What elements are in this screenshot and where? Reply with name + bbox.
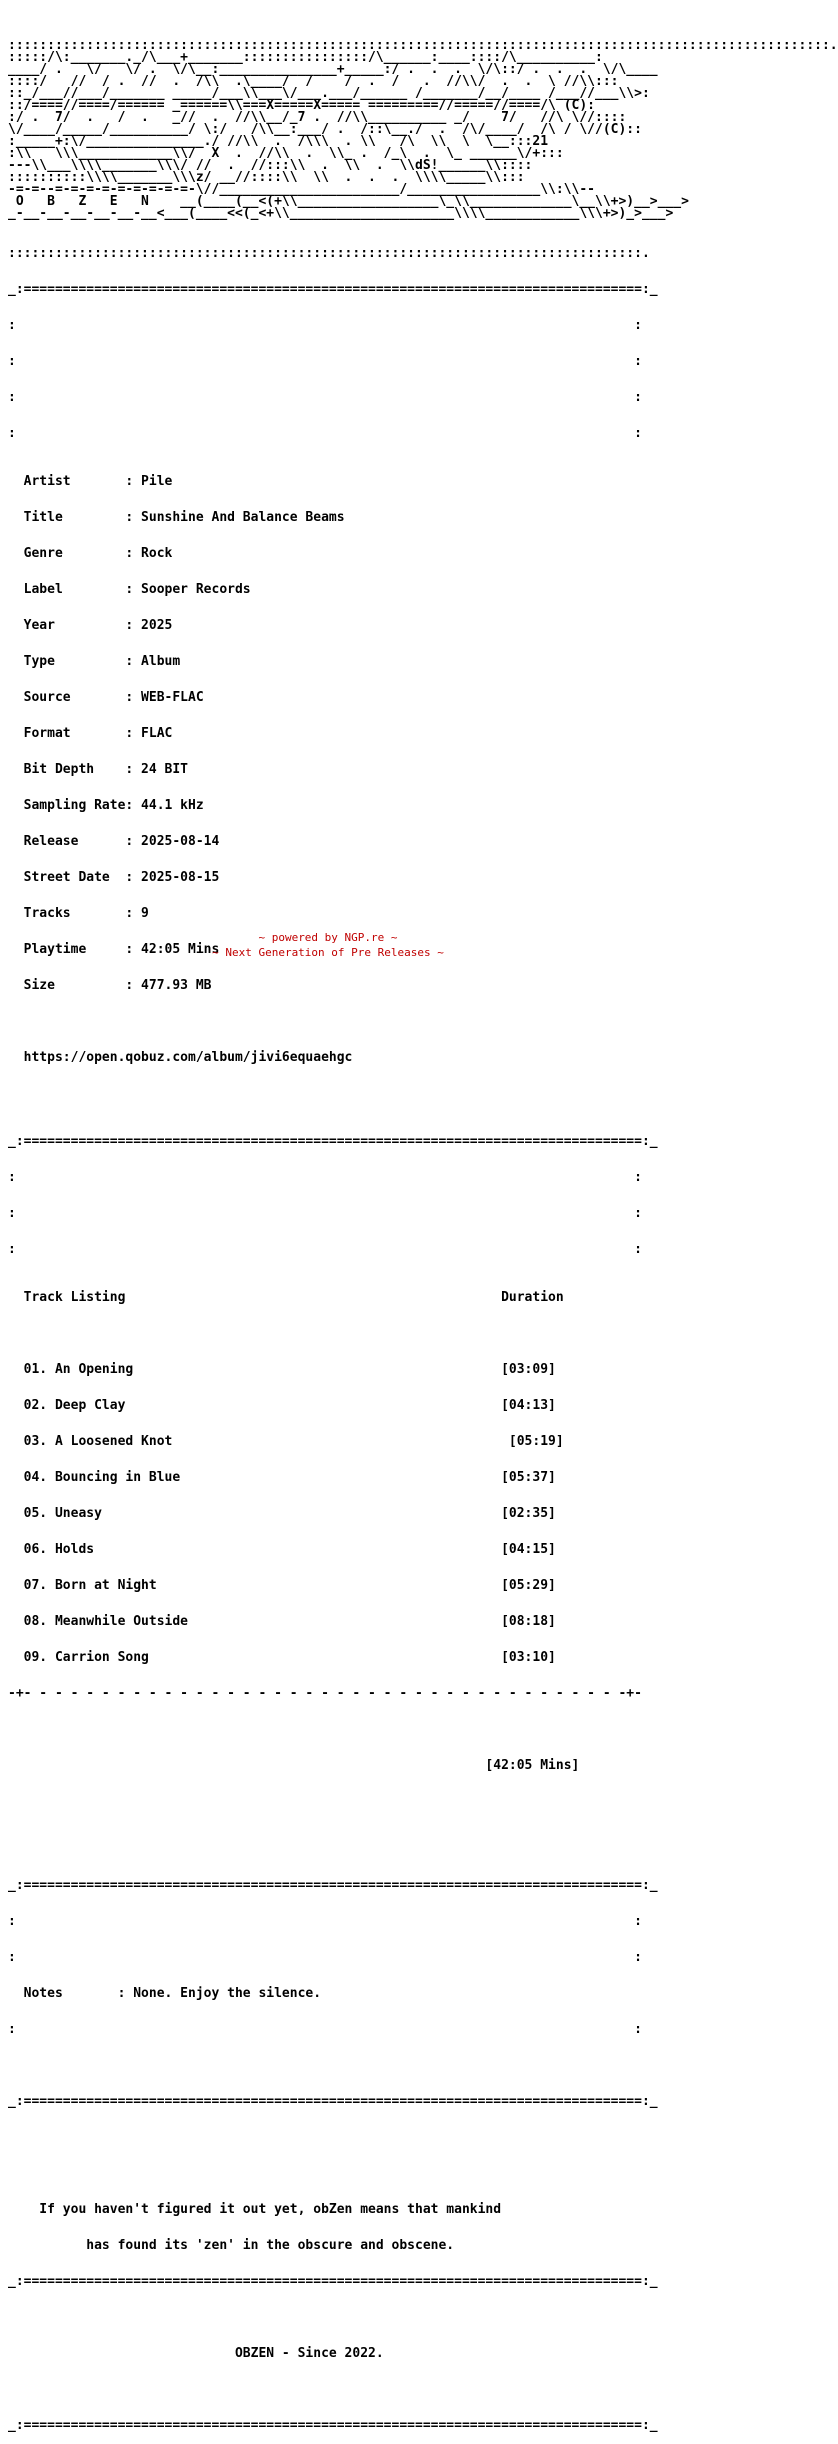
info-artist: Artist : Pile (8, 474, 173, 489)
rule-double: _:===============================================================================:_ (8, 2094, 658, 2109)
rule-double: _:===============================================================================:_ (8, 1134, 658, 1149)
footer-tagline: ~ Next Generation of Pre Releases ~ (212, 946, 444, 959)
rule-double-top: _:===============================================================================:_ (8, 282, 658, 297)
spacer (8, 2060, 648, 2072)
track-row: 07. Born at Night [05:29] (8, 1578, 556, 1593)
rule-dots: :::::::::::::::::::::::::::::::::::::::::::::::::::::::::::::::::::::::::::::::::. (8, 246, 650, 261)
spacer (8, 1328, 648, 1340)
track-row: 05. Uneasy [02:35] (8, 1506, 556, 1521)
track-row: 09. Carrion Song [03:10] (8, 1650, 556, 1665)
track-row: 02. Deep Clay [04:13] (8, 1398, 556, 1413)
tagline-line-2: has found its 'zen' in the obscure and obscene. (8, 2238, 455, 2253)
info-source: Source : WEB-FLAC (8, 690, 204, 705)
rule-side: : : (8, 354, 642, 369)
info-title: Title : Sunshine And Balance Beams (8, 510, 345, 525)
rule-side: : : (8, 426, 642, 441)
rule-side: : : (8, 390, 642, 405)
rule-track-end: -+- - - - - - - - - - - - - - - - - - - - - - - - - - - - - - - - - - - - - - -+- (8, 1686, 642, 1701)
spacer (8, 1088, 648, 1100)
spacer (8, 1796, 648, 1808)
rule-side: : : (8, 1206, 642, 1221)
spacer (8, 2384, 648, 2396)
track-row: 04. Bouncing in Blue [05:37] (8, 1470, 556, 1485)
info-label: Label : Sooper Records (8, 582, 251, 597)
rule-side: : : (8, 1950, 642, 1965)
rule-double: _:===============================================================================:_ (8, 1878, 658, 1893)
notes: Notes : None. Enjoy the silence. (8, 1986, 322, 2001)
spacer (8, 2312, 648, 2324)
rule-side: : : (8, 1242, 642, 1257)
footer-powered-by[interactable]: ~ powered by NGP.re ~ (258, 931, 398, 944)
info-format: Format : FLAC (8, 726, 173, 741)
rule-side: : : (8, 2022, 642, 2037)
spacer (8, 1016, 648, 1028)
info-size: Size : 477.93 MB (8, 978, 212, 993)
info-bit-depth: Bit Depth : 24 BIT (8, 762, 189, 777)
info-type: Type : Album (8, 654, 181, 669)
signoff: OBZEN - Since 2022. (8, 2346, 384, 2361)
spacer (8, 2132, 648, 2144)
info-playtime: Playtime : 42:05 Mins (8, 942, 220, 957)
rule-side: : : (8, 1914, 642, 1929)
track-row: 03. A Loosened Knot [05:19] (8, 1434, 564, 1449)
info-genre: Genre : Rock (8, 546, 173, 561)
rule-double: _:===============================================================================:_ (8, 2418, 658, 2433)
spacer (8, 1832, 648, 1844)
track-row: 06. Holds [04:15] (8, 1542, 556, 1557)
rule-double: _:===============================================================================:_ (8, 2274, 658, 2289)
track-row: 08. Meanwhile Outside [08:18] (8, 1614, 556, 1629)
spacer (8, 2168, 648, 2180)
tracklist-header: Track Listing Duration (8, 1290, 564, 1305)
rule-side: : : (8, 1170, 642, 1185)
info-sampling-rate: Sampling Rate: 44.1 kHz (8, 798, 204, 813)
tagline-line-1: If you haven't figured it out yet, obZen means that mankind (8, 2202, 502, 2217)
rule-side: : : (8, 318, 642, 333)
info-release: Release : 2025-08-14 (8, 834, 220, 849)
total-duration: [42:05 Mins] (8, 1758, 580, 1773)
track-row: 01. An Opening [03:09] (8, 1362, 556, 1377)
obzen-ascii-banner: :::::::::::::::::::::::::::::::::::::::::::::::::::::::::::::::::::::::::::::::::::::::::::::::::::::::::. :::::/\:_______._/\___+_______::::::::::::::::/\______:____::::/\__________: ____/ . \/ \/ . \/\__:_______________+_____:/ . . . \/\::/ . . . \/\____ ::::/ // / . // . /\\ .\____/ / / . / . //\\/ . . \ //\\::: ::_/___//___/_______ _____/___\\___\/___.___/______ /_______/__/____ /___//___\\>: ::/====//====/====== _======\\===X=====X===== =========//=====//====/\ (C): :/ . 7/ . / . _// . //\\__/_7 . //\\__________ _/ 7/ //\ \//:::: \/____/_____/__________/ \:/ /\\__:___/ . /::\__./ . /\/____/ /\ / \//(C):: :_____+:\/_______________./ //\\ . /\\\ . \\ /\ \\ \ \__:::21 :\\ \\\____________\\/ X . //\\ . \\_ . /_\ . \_ ______\/+::: ---\\___\\\\_______\\\/ // . //:::\\ . \\ . \\dS!______\\:::: ::::::::::\\\\_______\\\z/ __//::::\\ \\ . . . \\\\_____\\::: -=-=--=-=-=-=-=-=-=-=-=-\//_______________________/_________________\\:\\-- O B Z E N __(____(__<(+\\__________________\_\\_____________\__\\+>)__>___> _-__-__-__-__-__-__<___(____<<(_<+\\_____________________\\\\____________\\\+>)_>___> (8, 38, 838, 221)
info-tracks: Tracks : 9 (8, 906, 149, 921)
info-street-date: Street Date : 2025-08-15 (8, 870, 220, 885)
album-url[interactable]: https://open.qobuz.com/album/jivi6equaehgc (8, 1050, 353, 1065)
info-year: Year : 2025 (8, 618, 173, 633)
spacer (8, 1724, 648, 1736)
